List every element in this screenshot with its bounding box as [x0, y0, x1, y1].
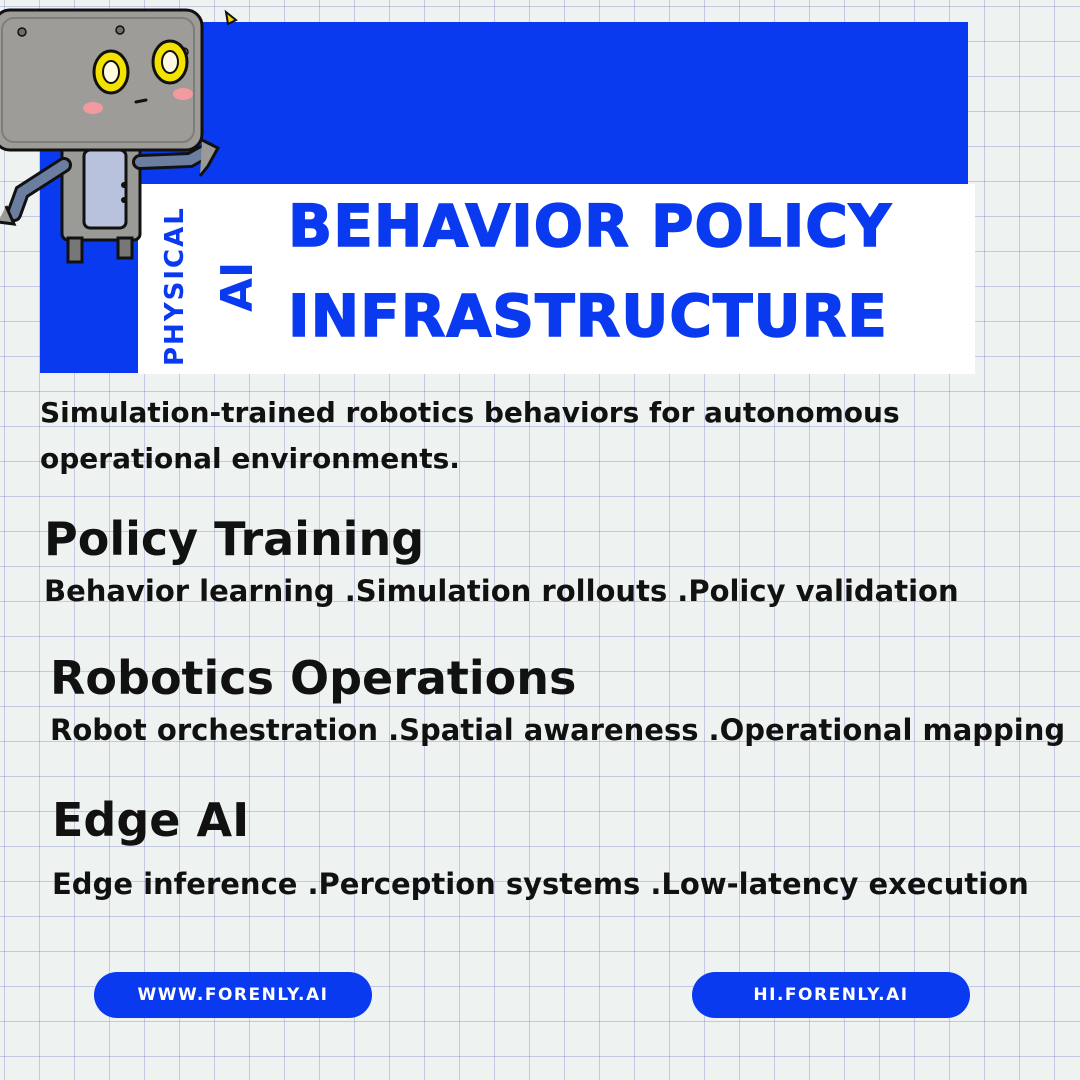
section-items-robotics-operations: Robot orchestration .Spatial awareness .Operational mapping [50, 713, 1066, 747]
section-items-edge-ai: Edge inference .Perception systems .Low-latency execution [52, 867, 1029, 901]
section-heading-edge-ai: Edge AI [52, 793, 250, 847]
section-heading-robotics-operations: Robotics Operations [50, 651, 577, 705]
badge-ai: AI [212, 261, 263, 312]
email-link-button[interactable]: HI.FORENLY.AI [692, 972, 970, 1018]
robot-mascot-icon [0, 0, 240, 270]
section-heading-policy-training: Policy Training [44, 512, 425, 566]
page-title-line2: INFRASTRUCTURE [288, 282, 888, 350]
section-items-policy-training: Behavior learning .Simulation rollouts .Policy validation [44, 574, 959, 608]
page-subtitle: Simulation-trained robotics behaviors for autonomous operational environments. [40, 396, 900, 475]
page-title-line1: BEHAVIOR POLICY [288, 192, 892, 260]
website-link-button[interactable]: WWW.FORENLY.AI [94, 972, 372, 1018]
badge-physical: PHYSICAL [160, 206, 190, 366]
